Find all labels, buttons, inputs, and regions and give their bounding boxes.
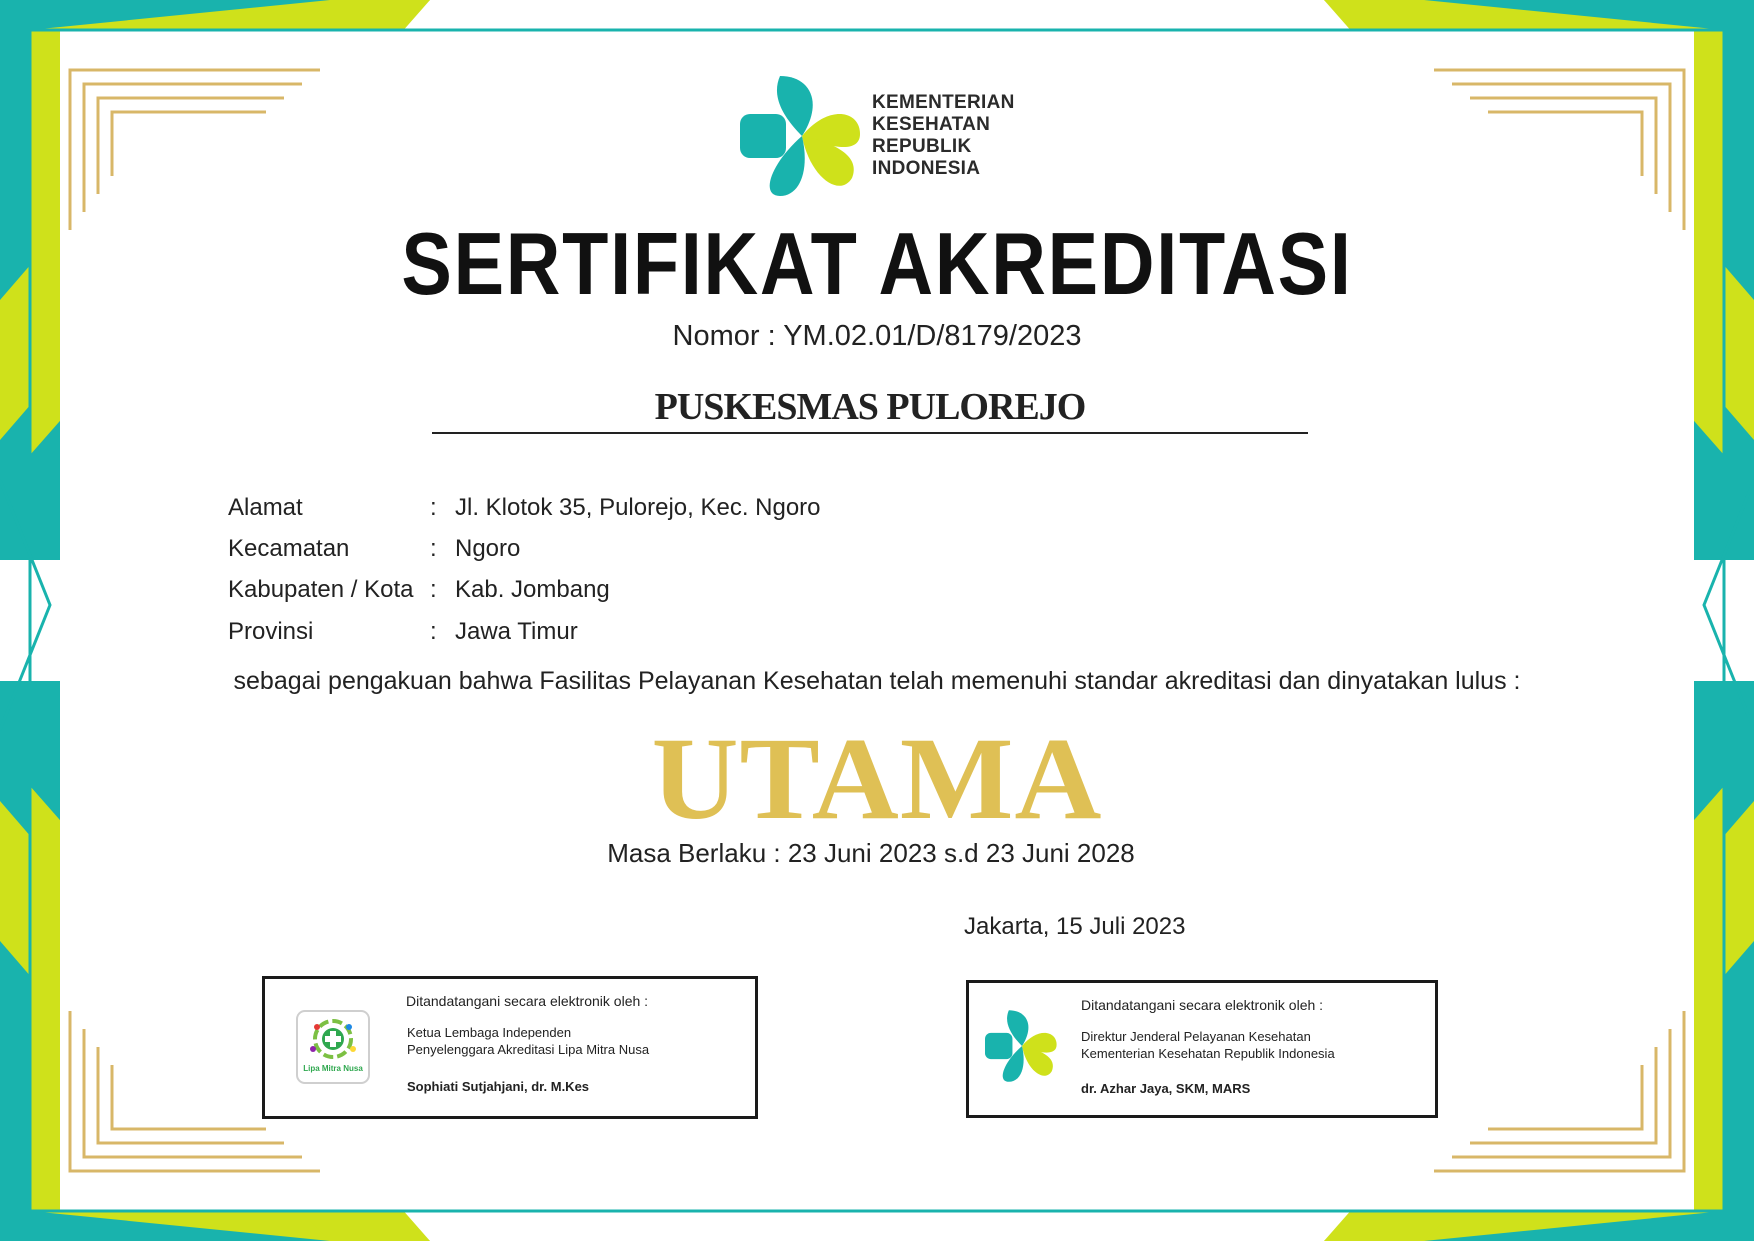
certificate-number: Nomor : YM.02.01/D/8179/2023: [672, 320, 1082, 352]
accreditation-grade: UTAMA: [651, 713, 1103, 844]
detail-value: Jl. Klotok 35, Pulorejo, Kec. Ngoro: [455, 494, 821, 521]
detail-value: Ngoro: [455, 535, 521, 562]
lipa-logo-text: Lipa Mitra Nusa: [303, 1064, 363, 1073]
sig1-signer-name: Sophiati Sutjahjani, dr. M.Kes: [407, 1079, 590, 1094]
detail-separator: :: [430, 618, 437, 645]
kemenkes-logo-icon: [740, 74, 864, 198]
detail-value: Kab. Jombang: [455, 576, 610, 603]
ministry-name-line-1: KEMENTERIAN: [872, 92, 1015, 113]
sig2-role-line-2: Kementerian Kesehatan Republik Indonesia: [1081, 1046, 1335, 1061]
facility-name: PUSKESMAS PULOREJO: [654, 386, 1086, 428]
ministry-name-line-4: INDONESIA: [872, 158, 981, 179]
sig2-signer-name: dr. Azhar Jaya, SKM, MARS: [1081, 1081, 1251, 1096]
detail-label: Kecamatan: [228, 535, 350, 562]
sig2-heading: Ditandatangani secara elektronik oleh :: [1081, 997, 1324, 1013]
ministry-name: [872, 92, 1015, 180]
ministry-name-line-3: REPUBLIK: [872, 136, 972, 157]
sig1-heading: Ditandatangani secara elektronik oleh :: [406, 993, 649, 1009]
detail-label: Provinsi: [228, 618, 314, 645]
sig2-role-line-1: Direktur Jenderal Pelayanan Kesehatan: [1081, 1029, 1311, 1044]
accreditation-statement: sebagai pengakuan bahwa Fasilitas Pelayanan Kesehatan telah memenuhi standar akreditasi dan dinyatakan lulus :: [233, 667, 1521, 695]
lipa-mitra-nusa-logo-icon: [295, 1009, 371, 1085]
validity-period: Masa Berlaku : 23 Juni 2023 s.d 23 Juni 2028: [607, 838, 1135, 868]
detail-value: Jawa Timur: [455, 618, 578, 645]
sig1-role-line-2: Penyelenggara Akreditasi Lipa Mitra Nusa: [407, 1042, 650, 1057]
detail-separator: :: [430, 535, 437, 562]
facility-underline: [432, 432, 1308, 434]
detail-label: Kabupaten / Kota: [228, 576, 414, 603]
signature-box-lipa: [262, 976, 758, 1119]
signature-box-kemenkes: [966, 980, 1438, 1118]
kemenkes-logo-small-icon: [985, 1005, 1059, 1087]
certificate-title: SERTIFIKAT AKREDITASI: [401, 214, 1353, 313]
sig1-role-line-1: Ketua Lembaga Independen: [407, 1025, 572, 1040]
detail-separator: :: [430, 576, 437, 603]
place-and-date: Jakarta, 15 Juli 2023: [964, 913, 1186, 940]
detail-separator: :: [430, 494, 437, 521]
ministry-name-line-2: KESEHATAN: [872, 114, 991, 135]
detail-label: Alamat: [228, 494, 303, 521]
